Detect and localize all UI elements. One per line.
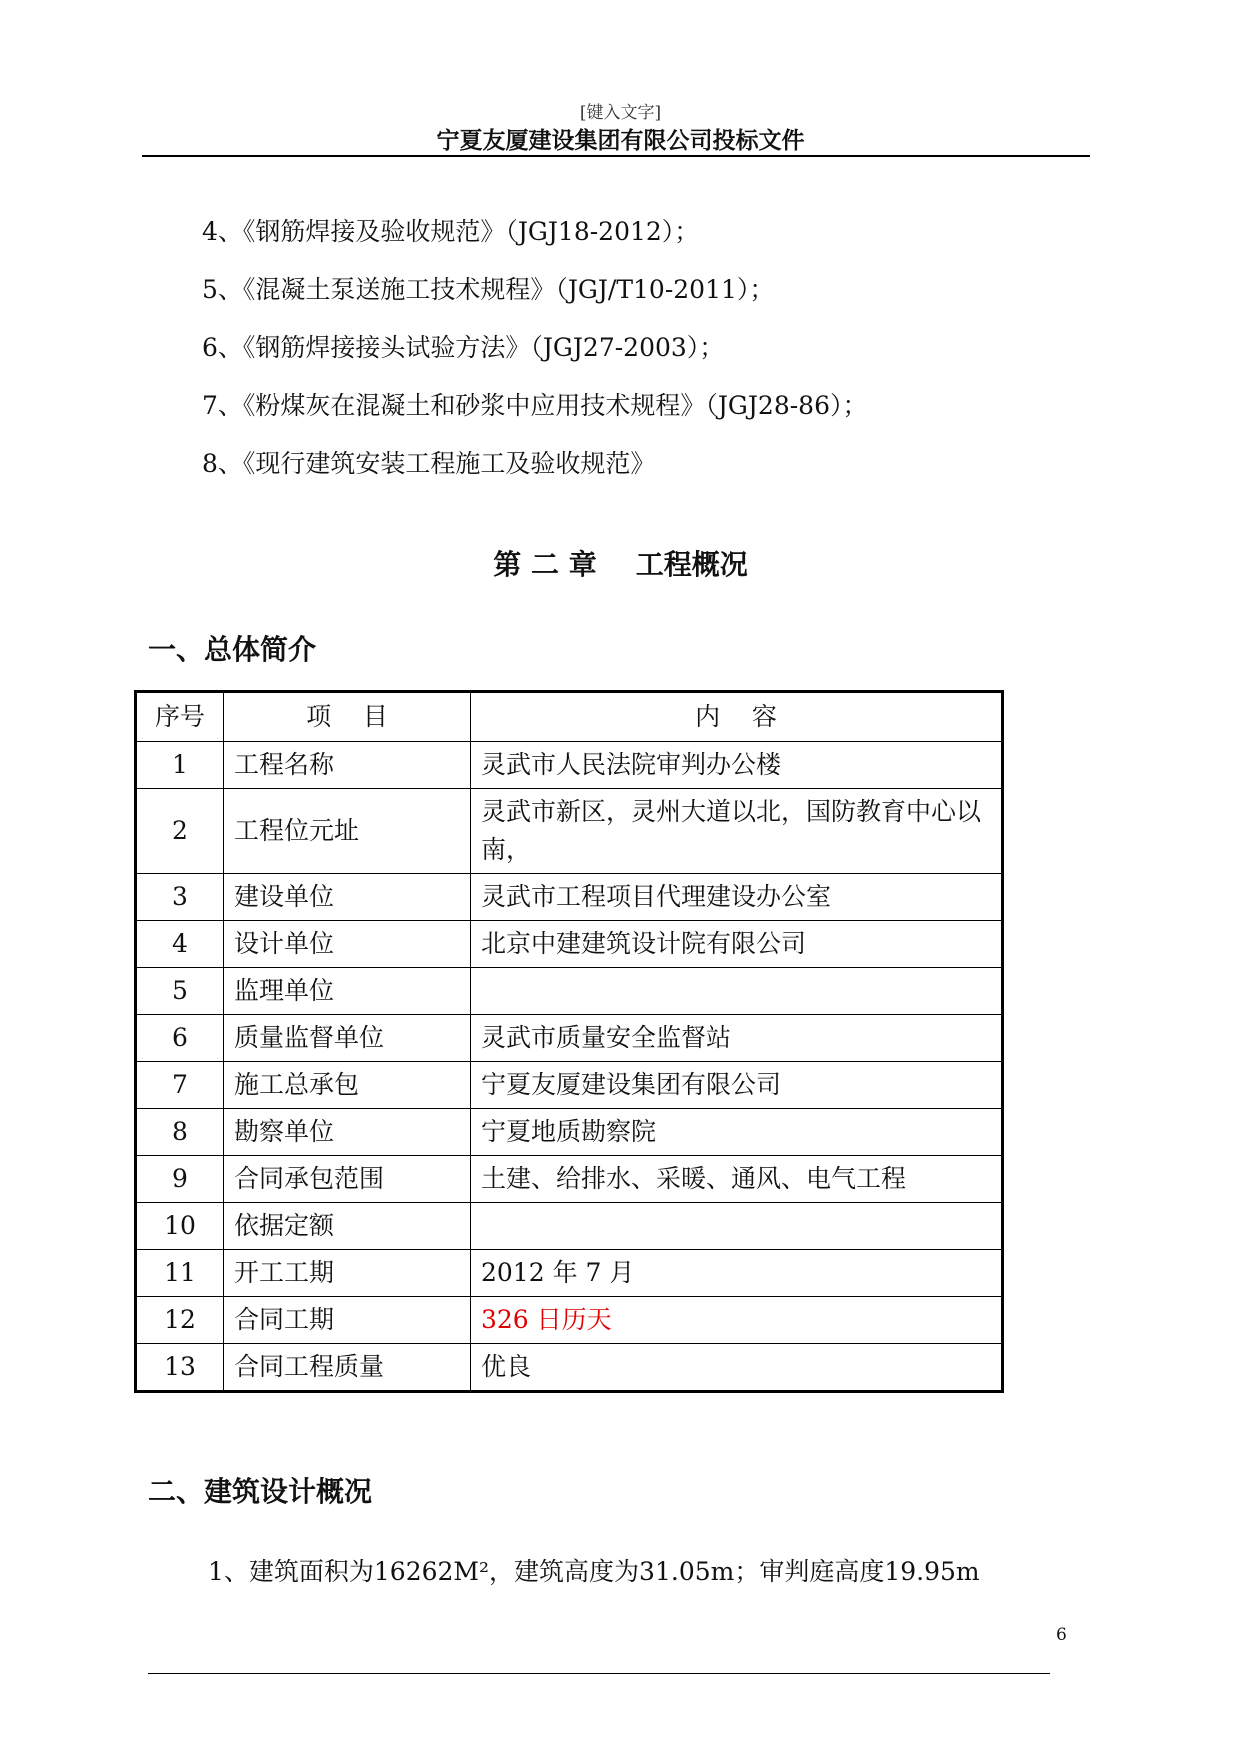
table-row bbox=[136, 742, 1003, 789]
row-item: 合同工程质量 bbox=[224, 1344, 471, 1392]
reference-item: 7、《粉煤灰在混凝土和砂浆中应用技术规程》（JGJ28-86）； bbox=[202, 391, 868, 420]
table-row bbox=[136, 1344, 1003, 1392]
header-company-title: 宁夏友厦建设集团有限公司投标文件 bbox=[436, 127, 805, 154]
row-no: 7 bbox=[136, 1062, 224, 1109]
header-placeholder: [键入文字] bbox=[579, 103, 662, 123]
project-overview-table bbox=[134, 690, 1004, 1393]
table-row bbox=[136, 1250, 1003, 1297]
row-content bbox=[471, 968, 1003, 1015]
row-no: 1 bbox=[136, 742, 224, 789]
row-content: 宁夏地质勘察院 bbox=[471, 1109, 1003, 1156]
table-row bbox=[136, 968, 1003, 1015]
row-no: 8 bbox=[136, 1109, 224, 1156]
table-row bbox=[136, 1015, 1003, 1062]
row-no: 12 bbox=[136, 1297, 224, 1344]
row-content: 灵武市质量安全监督站 bbox=[471, 1015, 1003, 1062]
header-item: 项 目 bbox=[224, 692, 471, 742]
header-divider bbox=[142, 155, 1090, 157]
section-title-overview: 一、总体简介 bbox=[148, 633, 317, 666]
row-item: 质量监督单位 bbox=[224, 1015, 471, 1062]
table-row bbox=[136, 789, 1003, 874]
table-row bbox=[136, 921, 1003, 968]
row-item: 勘察单位 bbox=[224, 1109, 471, 1156]
row-item: 施工总承包 bbox=[224, 1062, 471, 1109]
row-content: 灵武市工程项目代理建设办公室 bbox=[471, 874, 1003, 921]
reference-item: 6、《钢筋焊接接头试验方法》（JGJ27-2003）； bbox=[202, 333, 725, 362]
row-no: 9 bbox=[136, 1156, 224, 1203]
row-content: 宁夏友厦建设集团有限公司 bbox=[471, 1062, 1003, 1109]
reference-item: 8、《现行建筑安装工程施工及验收规范》 bbox=[202, 449, 656, 478]
table-row bbox=[136, 1156, 1003, 1203]
row-item: 依据定额 bbox=[224, 1203, 471, 1250]
row-content: 土建、给排水、采暖、通风、电气工程 bbox=[471, 1156, 1003, 1203]
header-no: 序号 bbox=[136, 692, 224, 742]
building-area-paragraph: 1、建筑面积为16262M²，建筑高度为31.05m；审判庭高度19.95m bbox=[208, 1557, 980, 1586]
row-no: 4 bbox=[136, 921, 224, 968]
row-content bbox=[471, 1203, 1003, 1250]
row-item: 工程位元址 bbox=[224, 789, 471, 874]
row-no: 5 bbox=[136, 968, 224, 1015]
row-content: 优良 bbox=[471, 1344, 1003, 1392]
row-no: 10 bbox=[136, 1203, 224, 1250]
contract-duration-value: 326 日历天 bbox=[471, 1297, 1003, 1344]
row-item: 工程名称 bbox=[224, 742, 471, 789]
row-item: 合同工期 bbox=[224, 1297, 471, 1344]
header-content: 内 容 bbox=[471, 692, 1003, 742]
page-number: 6 bbox=[1056, 1625, 1067, 1645]
row-no: 11 bbox=[136, 1250, 224, 1297]
row-no: 2 bbox=[136, 789, 224, 874]
section-title-architecture: 二、建筑设计概况 bbox=[148, 1475, 373, 1508]
table-header-row bbox=[136, 692, 1003, 742]
row-content: 2012 年 7 月 bbox=[471, 1250, 1003, 1297]
row-no: 6 bbox=[136, 1015, 224, 1062]
chapter-title: 第 二 章 工程概况 bbox=[493, 548, 748, 581]
row-item: 设计单位 bbox=[224, 921, 471, 968]
row-item: 监理单位 bbox=[224, 968, 471, 1015]
row-item: 开工工期 bbox=[224, 1250, 471, 1297]
table-row bbox=[136, 1062, 1003, 1109]
row-content: 灵武市人民法院审判办公楼 bbox=[471, 742, 1003, 789]
reference-item: 5、《混凝土泵送施工技术规程》（JGJ/T10-2011）； bbox=[202, 275, 775, 304]
table-row bbox=[136, 874, 1003, 921]
row-no: 3 bbox=[136, 874, 224, 921]
table-row bbox=[136, 1203, 1003, 1250]
table-row bbox=[136, 1109, 1003, 1156]
row-no: 13 bbox=[136, 1344, 224, 1392]
reference-item: 4、《钢筋焊接及验收规范》（JGJ18-2012）； bbox=[202, 217, 700, 246]
row-content: 北京中建建筑设计院有限公司 bbox=[471, 921, 1003, 968]
row-item: 建设单位 bbox=[224, 874, 471, 921]
row-content: 灵武市新区，灵州大道以北，国防教育中心以南， bbox=[471, 789, 1003, 874]
row-item: 合同承包范围 bbox=[224, 1156, 471, 1203]
table-row bbox=[136, 1297, 1003, 1344]
footer-divider bbox=[148, 1673, 1050, 1674]
